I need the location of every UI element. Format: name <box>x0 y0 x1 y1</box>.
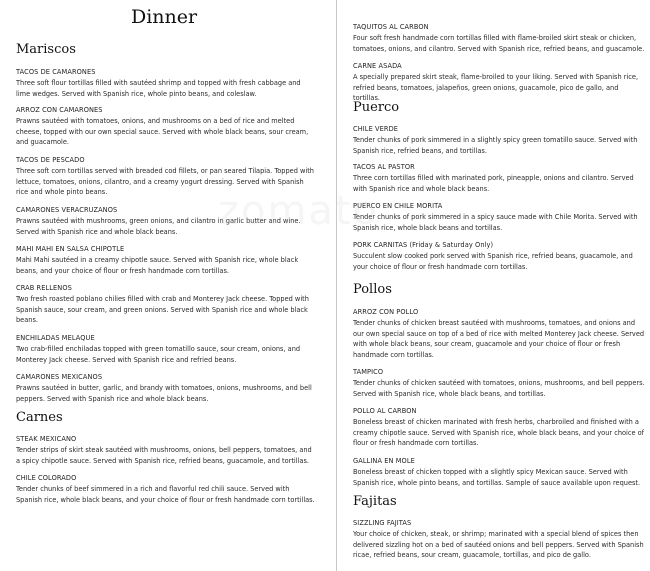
watermark: zomato <box>218 188 380 234</box>
item-description: A specially prepared skirt steak, flame-broiled to your liking. Served with Spanish rice, refried beans, tomatoes, jalapeños, green onions, guacamole, pico de gallo, and tortillas. <box>353 73 639 103</box>
section-title-mariscos: Mariscos <box>16 42 76 57</box>
menu-item <box>353 241 645 272</box>
item-description: Three soft flour tortillas filled with sautéed shrimp and topped with fresh cabbage and lime wedges. Served with Spanish rice, whole pinto beans, and coleslaw. <box>16 79 301 98</box>
menu-item <box>16 68 316 99</box>
menu-item <box>16 206 316 237</box>
item-description: Boneless breast of chicken marinated with fresh herbs, charbroiled and finished with a creamy chipotle sauce. Served with Spanish rice, whole black beans, and your choice of flour or fresh handmade corn tortillas. <box>353 418 644 448</box>
section-title-carnes: Carnes <box>16 410 63 425</box>
item-name: TACOS DE PESCADO <box>16 156 85 164</box>
menu-item <box>353 457 645 488</box>
menu-item <box>16 474 316 505</box>
item-name: TACOS DE CAMARONES <box>16 68 96 76</box>
item-name: TACOS AL PASTOR <box>353 163 415 171</box>
item-description: Four soft fresh handmade corn tortillas filled with flame-broiled skirt steak or chicken, tomatoes, onions, and cilantro. Served with Spanish rice, refried beans, and guacamole. <box>353 34 645 53</box>
item-description: Three corn tortillas filled with marinated pork, pineapple, onions and cilantro. Served with Spanish rice and whole black beans. <box>353 174 634 193</box>
item-description: Prawns sautéed in butter, garlic, and brandy with tomatoes, onions, mushrooms, and bell peppers. Served with Spanish rice and whole black beans. <box>16 384 312 403</box>
item-name: ARROZ CON CAMARONES <box>16 106 103 114</box>
item-name: ARROZ CON POLLO <box>353 308 419 316</box>
item-description: Tender chunks of pork simmered in a slightly spicy green tomatillo sauce. Served with Spanish rice, refried beans, and tortillas. <box>353 136 638 155</box>
item-name: CAMARONES VERACRUZANOS <box>16 206 118 214</box>
menu-item <box>353 519 645 561</box>
menu-item <box>16 435 316 466</box>
menu-item <box>16 334 316 365</box>
item-description: Two fresh roasted poblano chilies filled with crab and Monterey Jack cheese. Topped with Spanish sauce, sour cream, and green onions. Served with Spanish rice and whole black beans. <box>16 295 309 325</box>
item-description: Tender chunks of pork simmered in a spicy sauce made with Chile Morita. Served with Spanish rice, whole black beans and tortillas. <box>353 213 638 232</box>
menu-item <box>353 163 645 194</box>
menu-item <box>353 407 645 449</box>
item-name: CRAB RELLENOS <box>16 284 72 292</box>
item-description: Tender chunks of chicken breast sautéed with mushrooms, tomatoes, and onions and our own special sauce on top of a bed of rice with melted Monterey Jack cheese. Served with whole black beans, sour cream, guacamole and your choice of flour or fresh handmade corn tortillas. <box>353 319 645 359</box>
section-title-puerco: Puerco <box>353 100 400 115</box>
item-description: Prawns sautéed with tomatoes, onions, and mushrooms on a bed of rice and melted cheese, topped with our own special sauce. Served with whole black beans, sour cream, and guacamole. <box>16 117 309 147</box>
item-name: SIZZLING FAJITAS <box>353 519 412 527</box>
menu-item <box>353 308 645 360</box>
item-description: Prawns sautéed with mushrooms, green onions, and cilantro in garlic butter and wine. Served with Spanish rice and whole black beans. <box>16 217 301 236</box>
item-name: TAQUITOS AL CARBON <box>353 23 429 31</box>
menu-item <box>353 202 645 233</box>
item-description: Your choice of chicken, steak, or shrimp; marinated with a special blend of spices then delivered sizzling hot on a bed of sautéed onions and bell peppers. Served with Spanish ricae, refried beans, sour cream, guacamole, tortillas, and pico de gallo. <box>353 530 644 560</box>
menu-item <box>353 125 645 156</box>
item-name: CHILE COLORADO <box>16 474 77 482</box>
section-title-fajitas: Fajitas <box>353 494 397 509</box>
item-description: Mahi Mahi sautéed in a creamy chipotle sauce. Served with Spanish rice, whole black beans, and your choice of flour or fresh handmade corn tortillas. <box>16 256 299 275</box>
item-name: GALLINA EN MOLE <box>353 457 415 465</box>
item-description: Two crab-filled enchiladas topped with green tomatillo sauce, sour cream, onions, and Monterey Jack cheese. Served with Spanish rice and refried beans. <box>16 345 301 364</box>
item-name: POLLO AL CARBON <box>353 407 417 415</box>
item-description: Tender strips of skirt steak sautéed with mushrooms, onions, bell peppers, tomatoes, and a spicy chipotle sauce. Served with Spanish rice, refried beans, guacamole, and tortillas. <box>16 446 312 465</box>
item-description: Tender chunks of chicken sautéed with tomatoes, onions, mushrooms, and bell peppers. Served with Spanish rice, whole black beans, and tortillas. <box>353 379 645 398</box>
item-description: Three soft corn tortillas served with breaded cod fillets, or pan seared Tilapia. Topped with lettuce, tomatoes, onions, cilantro, and a creamy yogurt dressing. Served with Spanish rice and whole pinto beans. <box>16 167 314 197</box>
item-name: PORK CARNITAS (Friday & Saturday Only) <box>353 241 494 249</box>
menu-item <box>16 156 316 198</box>
item-name: CARNE ASADA <box>353 62 402 70</box>
menu-item <box>16 373 316 404</box>
menu-item <box>353 368 645 399</box>
menu-item <box>353 62 645 104</box>
item-description: Tender chunks of beef simmered in a rich and flavorful red chili sauce. Served with Spanish rice, whole black beans, and your choice of flour or fresh handmade corn tortillas. <box>16 485 315 504</box>
item-name: STEAK MEXICANO <box>16 435 77 443</box>
menu-item <box>16 284 316 326</box>
item-name: TAMPICO <box>353 368 384 376</box>
section-title-pollos: Pollos <box>353 282 392 297</box>
item-name: MAHI MAHI EN SALSA CHIPOTLE <box>16 245 125 253</box>
menu-item <box>353 23 645 54</box>
item-description: Boneless breast of chicken topped with a slightly spicy Mexican sauce. Served with Spanish rice, whole pinto beans, and tortillas. Sample of sauce available upon request. <box>353 468 641 487</box>
item-name: ENCHILADAS MELAQUE <box>16 334 95 342</box>
item-description: Succulent slow cooked pork served with Spanish rice, refried beans, guacamole, and your choice of flour or fresh handmade corn tortillas. <box>353 252 633 271</box>
item-name: CAMARONES MEXICANOS <box>16 373 103 381</box>
item-name: CHILE VERDE <box>353 125 399 133</box>
page-title: Dinner <box>131 6 198 28</box>
item-name: PUERCO EN CHILE MORITA <box>353 202 443 210</box>
right-column <box>337 0 650 571</box>
menu-item <box>16 106 316 148</box>
menu-item <box>16 245 316 276</box>
